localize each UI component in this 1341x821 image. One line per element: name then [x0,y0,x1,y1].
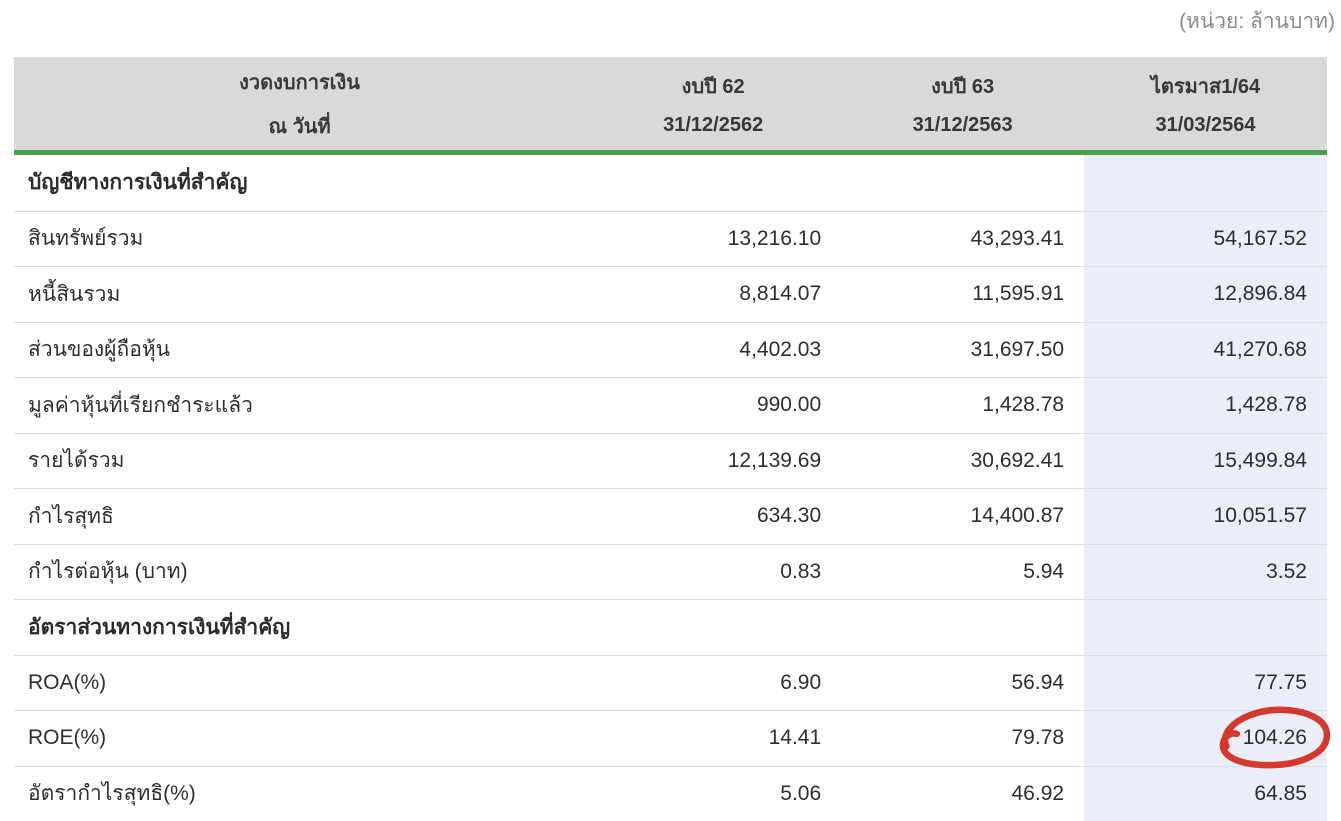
row-value-q1-64: 77.75 [1084,656,1327,711]
row-label: กำไรต่อหุ้น (บาท) [14,545,585,600]
row-label: รายได้รวม [14,434,585,489]
row-value-q1-64: 54,167.52 [1084,212,1327,267]
row-value-y63: 46.92 [841,767,1084,821]
header-col-y63 [841,57,1084,150]
row-value-y62: 990.00 [585,378,841,433]
row-value-y62: 4,402.03 [585,323,841,378]
empty-cell [1084,155,1327,211]
section-label: บัญชีทางการเงินที่สำคัญ [14,155,585,211]
row-value-y62: 6.90 [585,656,841,711]
row-label: ROA(%) [14,656,585,711]
row-value-y63: 31,697.50 [841,323,1084,378]
row-value-q1-64: 64.85 [1084,767,1327,821]
table-row-shareholders-equity [14,322,1327,378]
row-value-y63: 43,293.41 [841,212,1084,267]
row-value-y63: 5.94 [841,545,1084,600]
table-row-paid-up-capital [14,377,1327,433]
header-period-column [14,57,585,150]
header-col-y63-date: 31/12/2563 [913,114,1013,137]
row-value-y62: 14.41 [585,711,841,766]
row-value-q1-64: 41,270.68 [1084,323,1327,378]
row-label: สินทรัพย์รวม [14,212,585,267]
empty-cell [1084,600,1327,655]
table-row-net-profit-margin [14,766,1327,821]
row-value-q1-64: 12,896.84 [1084,267,1327,322]
table-row-total-liabilities [14,266,1327,322]
table-row-total-assets [14,211,1327,267]
empty-cell [585,155,841,211]
unit-label: (หน่วย: ล้านบาท) [1179,5,1335,38]
header-col-y62-date: 31/12/2562 [663,114,763,137]
row-value-q1-64: 3.52 [1084,545,1327,600]
row-value-y63: 14,400.87 [841,489,1084,544]
table-row-eps [14,544,1327,600]
row-value-y63: 11,595.91 [841,267,1084,322]
header-period-line2: ณ วันที่ [268,110,330,142]
row-label: หนี้สินรวม [14,267,585,322]
table-row-roa [14,655,1327,711]
header-col-y63-title: งบปี 63 [931,70,994,102]
empty-cell [841,155,1084,211]
empty-cell [585,600,841,655]
row-label: ส่วนของผู้ถือหุ้น [14,323,585,378]
row-value-y63: 1,428.78 [841,378,1084,433]
table-body [14,155,1327,821]
header-col-q1-64 [1084,57,1327,150]
table-header-row [14,57,1327,155]
table-row-roe [14,710,1327,766]
financial-summary-table [14,57,1327,821]
header-col-y62-title: งบปี 62 [682,70,745,102]
row-label: อัตรากำไรสุทธิ(%) [14,767,585,821]
section-row-key-ratios [14,599,1327,655]
row-value-y62: 634.30 [585,489,841,544]
row-value-q1-64: 1,428.78 [1084,378,1327,433]
row-value-y62: 13,216.10 [585,212,841,267]
row-label: ROE(%) [14,711,585,766]
header-col-y62 [585,57,841,150]
row-value-y62: 8,814.07 [585,267,841,322]
row-value-q1-64: 10,051.57 [1084,489,1327,544]
row-value-y63: 79.78 [841,711,1084,766]
row-label: มูลค่าหุ้นที่เรียกชำระแล้ว [14,378,585,433]
row-value-y62: 5.06 [585,767,841,821]
row-value-q1-64: 15,499.84 [1084,434,1327,489]
row-label: กำไรสุทธิ [14,489,585,544]
empty-cell [841,600,1084,655]
row-value-y63: 30,692.41 [841,434,1084,489]
header-period-line1: งวดงบการเงิน [239,66,360,98]
header-col-q1-64-date: 31/03/2564 [1155,114,1255,137]
table-row-net-profit [14,488,1327,544]
row-value-y62: 0.83 [585,545,841,600]
row-value-y63: 56.94 [841,656,1084,711]
row-value-y62: 12,139.69 [585,434,841,489]
row-value-q1-64-circled: 104.26 [1084,711,1327,766]
section-row-key-accounts [14,155,1327,211]
header-col-q1-64-title: ไตรมาส1/64 [1151,70,1260,102]
section-label: อัตราส่วนทางการเงินที่สำคัญ [14,600,585,655]
table-row-total-revenue [14,433,1327,489]
